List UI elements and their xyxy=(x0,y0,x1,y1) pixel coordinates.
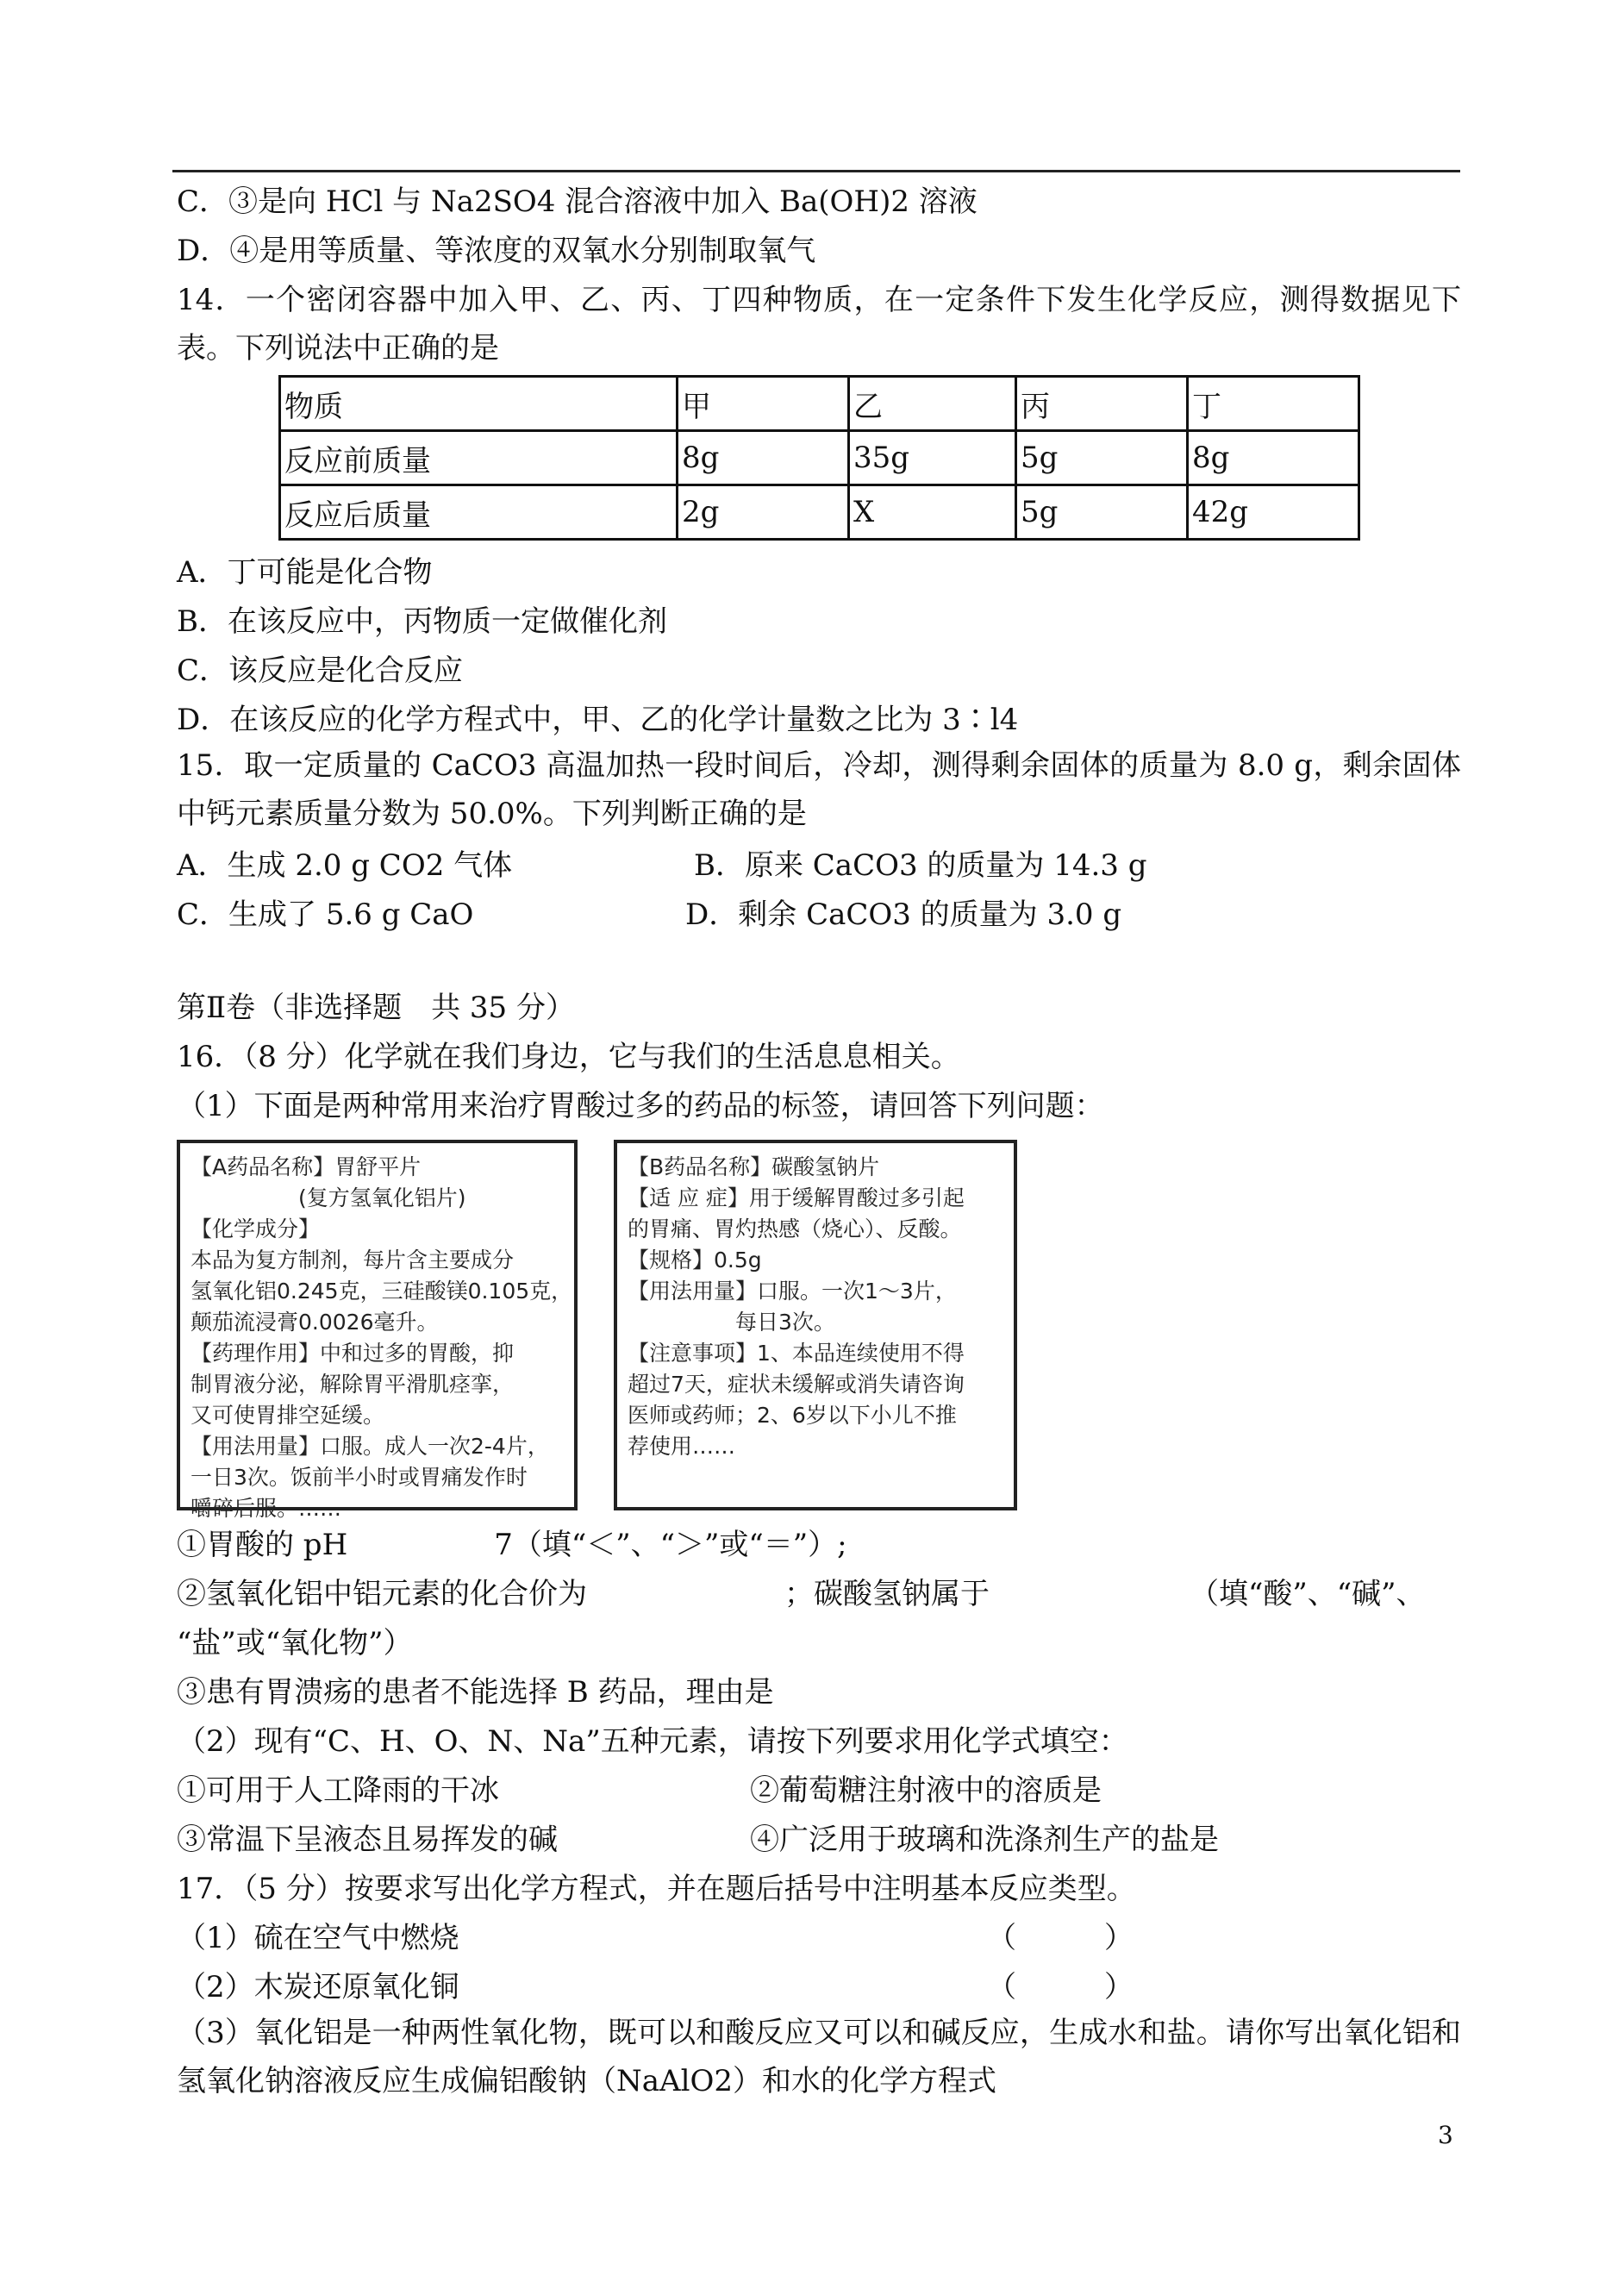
q14-mass-table xyxy=(278,375,1360,541)
q16-part-1: （1）下面是两种常用来治疗胃酸过多的药品的标签，请回答下列问题： xyxy=(177,1089,1104,1123)
q17-item-1: （1）硫在空气中燃烧 xyxy=(177,1921,459,1955)
label-a-line: 【药理作用】中和过多的胃酸，抑 xyxy=(191,1341,515,1366)
q16-part-2: （2）现有“C、H、O、N、Na”五种元素，请按下列要求用化学式填空： xyxy=(177,1724,1128,1759)
header-rule xyxy=(172,170,1460,172)
q14-option-d: D．在该反应的化学方程式中，甲、乙的化学计量数之比为 3∶l4 xyxy=(177,703,1019,737)
label-b-line: 的胃痛、胃灼热感（烧心）、反酸。 xyxy=(628,1216,962,1241)
label-a-line: 嚼碎后服。…… xyxy=(191,1496,342,1521)
label-a-line: 【化学成分】 xyxy=(191,1216,321,1241)
q14-option-c: C．该反应是化合反应 xyxy=(177,653,464,688)
q16-ph-question: ①胃酸的 pH 7（填“＜”、“＞”或“＝”）; xyxy=(177,1528,847,1562)
table-cell: 丙 xyxy=(1016,377,1188,431)
label-a-line: 又可使胃排空延缓。 xyxy=(191,1403,385,1428)
table-cell: 5g xyxy=(1016,485,1188,540)
table-row xyxy=(280,431,1359,485)
q14-option-b: B．在该反应中，丙物质一定做催化剂 xyxy=(177,604,667,639)
table-row xyxy=(280,377,1359,431)
label-a-line: 本品为复方制剂，每片含主要成分 xyxy=(191,1248,515,1273)
table-cell: 物质 xyxy=(280,377,678,431)
label-b-line: 荐使用…… xyxy=(628,1434,736,1459)
q16-aluminum-valence: ②氢氧化铝中铝元素的化合价为 xyxy=(177,1577,587,1611)
label-b-line: 【用法用量】口服。一次1～3片， xyxy=(628,1279,957,1304)
q16-class-options: （填“酸”、“碱”、 xyxy=(1190,1577,1426,1611)
table-cell: 35g xyxy=(849,431,1016,485)
table-row xyxy=(280,485,1359,540)
table-cell: 乙 xyxy=(849,377,1016,431)
q16-ulcer-question: ③患有胃溃疡的患者不能选择 B 药品，理由是 xyxy=(177,1675,774,1710)
q15-stem: 15．取一定质量的 CaCO3 高温加热一段时间后，冷却，测得剩余固体的质量为 8.0 g，剩余固体中钙元素质量分数为 50.0%。下列判断正确的是 xyxy=(177,748,1461,831)
table-cell: X xyxy=(849,485,1016,540)
table-cell: 甲 xyxy=(678,377,849,431)
table-cell: 丁 xyxy=(1188,377,1359,431)
label-a-line: 颠茄流浸膏0.0026毫升。 xyxy=(191,1310,439,1335)
q15-option-c: C．生成了 5.6 g CaO xyxy=(177,897,474,932)
q16-fill-4: ④广泛用于玻璃和洗涤剂生产的盐是 xyxy=(750,1823,1219,1857)
table-cell: 反应前质量 xyxy=(280,431,678,485)
label-b-line: 【注意事项】1、本品连续使用不得 xyxy=(628,1341,965,1366)
q17-item-1-paren: （ ） xyxy=(987,1921,1134,1955)
table-cell: 8g xyxy=(678,431,849,485)
q17-stem: 17．（5 分）按要求写出化学方程式，并在题后括号中注明基本反应类型。 xyxy=(177,1872,1136,1906)
label-b-line: 医师或药师；2、6岁以下小儿不推 xyxy=(628,1403,957,1428)
q16-class-options-cont: “盐”或“氧化物”） xyxy=(177,1626,413,1660)
table-cell: 反应后质量 xyxy=(280,485,678,540)
label-b-line: 【适 应 症】用于缓解胃酸过多引起 xyxy=(628,1185,965,1210)
table-cell: 5g xyxy=(1016,431,1188,485)
drug-label-a xyxy=(177,1140,578,1521)
drug-label-b xyxy=(614,1140,1017,1510)
table-cell: 2g xyxy=(678,485,849,540)
q15-option-b: B．原来 CaCO3 的质量为 14.3 g xyxy=(694,848,1147,883)
q16-fill-2: ②葡萄糖注射液中的溶质是 xyxy=(750,1773,1102,1808)
q17-item-2-paren: （ ） xyxy=(987,1970,1134,2004)
q14-stem: 14．一个密闭容器中加入甲、乙、丙、丁四种物质，在一定条件下发生化学反应，测得数据见下表。下列说法中正确的是 xyxy=(177,283,1461,366)
page-number: 3 xyxy=(1438,2121,1453,2149)
label-a-line: 制胃液分泌，解除胃平滑肌痉挛， xyxy=(191,1372,515,1397)
label-a-line: 一日3次。饭前半小时或胃痛发作时 xyxy=(191,1465,528,1490)
q15-option-d: D．剩余 CaCO3 的质量为 3.0 g xyxy=(685,897,1122,932)
q17-item-2: （2）木炭还原氧化铜 xyxy=(177,1970,459,2004)
q16-fill-1: ①可用于人工降雨的干冰 xyxy=(177,1773,499,1808)
q14-option-a: A．丁可能是化合物 xyxy=(177,555,433,590)
label-a-line: 【A药品名称】胃舒平片 xyxy=(191,1154,422,1179)
q13-option-c: C．③是向 HCl 与 Na2SO4 混合溶液中加入 Ba(OH)2 溶液 xyxy=(177,184,978,219)
label-a-line: 【用法用量】口服。成人一次2-4片， xyxy=(191,1434,549,1459)
q16-bicarbonate-class: ；碳酸氢钠属于 xyxy=(784,1577,990,1611)
q16-stem: 16．（8 分）化学就在我们身边，它与我们的生活息息相关。 xyxy=(177,1040,960,1074)
q16-fill-3: ③常温下呈液态且易挥发的碱 xyxy=(177,1823,558,1857)
label-b-line: 【B药品名称】碳酸氢钠片 xyxy=(628,1154,880,1179)
table-cell: 42g xyxy=(1188,485,1359,540)
label-a-line: (复方氢氧化铝片) xyxy=(191,1185,466,1210)
label-b-line: 每日3次。 xyxy=(628,1310,835,1335)
table-cell: 8g xyxy=(1188,431,1359,485)
label-b-line: 【规格】0.5g xyxy=(628,1248,762,1273)
label-b-line: 超过7天，症状未缓解或消失请咨询 xyxy=(628,1372,965,1397)
q13-option-d: D．④是用等质量、等浓度的双氧水分别制取氧气 xyxy=(177,234,816,268)
q17-item-3: （3）氧化铝是一种两性氧化物，既可以和酸反应又可以和碱反应，生成水和盐。请你写出氧化铝和氢氧化钠溶液反应生成偏铝酸钠（NaAlO2）和水的化学方程式 xyxy=(177,2016,1461,2098)
q15-option-a: A．生成 2.0 g CO2 气体 xyxy=(177,848,513,883)
section-2-title: 第Ⅱ卷（非选择题 共 35 分） xyxy=(177,991,575,1025)
label-a-line: 氢氧化铝0.245克，三硅酸镁0.105克， xyxy=(191,1279,573,1304)
